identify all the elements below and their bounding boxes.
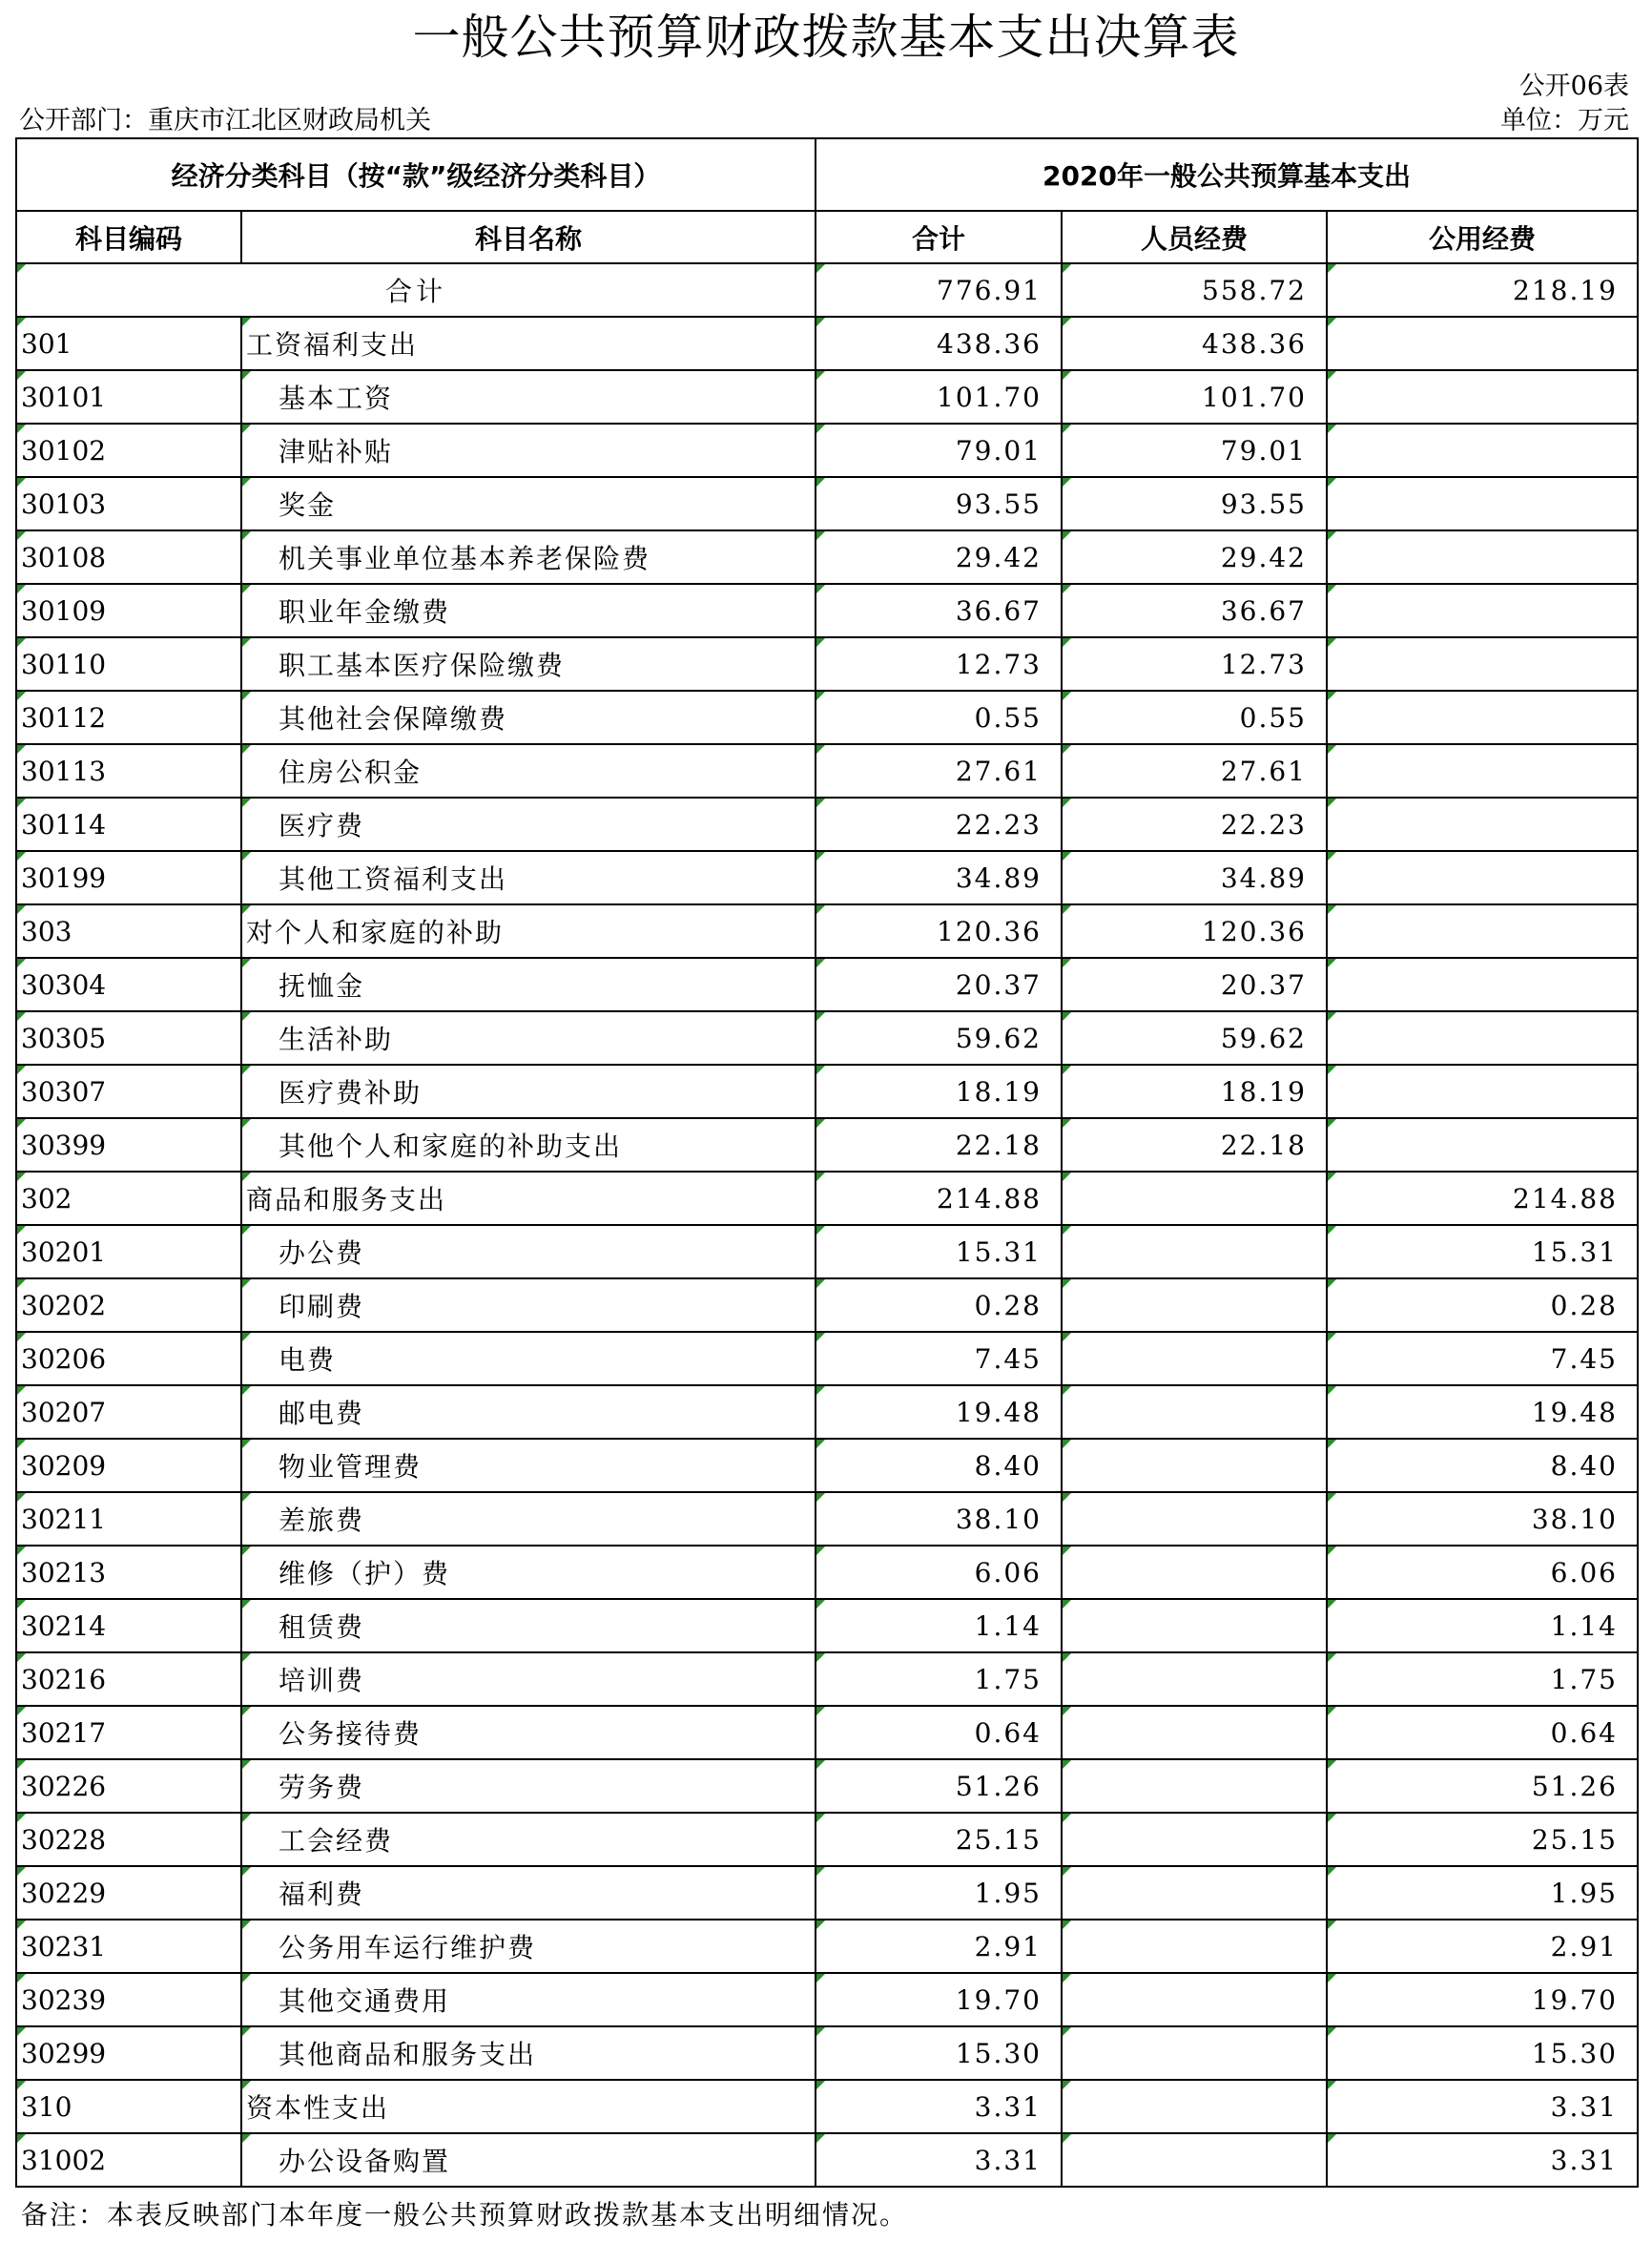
subject-code-cell: 30110 [16, 637, 241, 691]
subject-name-cell: 其他社会保障缴费 [241, 691, 816, 744]
subject-code-cell: 30207 [16, 1385, 241, 1439]
total-cell: 15.31 [816, 1225, 1062, 1278]
subject-code-cell: 30114 [16, 798, 241, 851]
table-row [16, 1546, 1638, 1599]
public-cell [1327, 958, 1638, 1011]
subject-code-cell: 30113 [16, 744, 241, 798]
total-cell: 0.28 [816, 1278, 1062, 1332]
subject-code-cell: 30229 [16, 1866, 241, 1920]
subject-name-cell: 资本性支出 [241, 2080, 816, 2133]
personnel-cell: 22.18 [1062, 1118, 1327, 1172]
personnel-cell [1062, 1652, 1327, 1706]
subject-name-cell: 对个人和家庭的补助 [241, 904, 816, 958]
subject-name-cell: 劳务费 [241, 1759, 816, 1813]
personnel-cell [1062, 1492, 1327, 1546]
subject-code-cell: 30209 [16, 1439, 241, 1492]
subject-code-cell: 30304 [16, 958, 241, 1011]
total-cell: 19.70 [816, 1973, 1062, 2026]
subject-name-cell: 办公设备购置 [241, 2133, 816, 2187]
total-cell: 12.73 [816, 637, 1062, 691]
table-row [16, 1332, 1638, 1385]
total-cell: 1.75 [816, 1652, 1062, 1706]
total-cell: 38.10 [816, 1492, 1062, 1546]
subject-code-cell: 30239 [16, 1973, 241, 2026]
table-row [16, 1492, 1638, 1546]
subject-name-cell: 其他交通费用 [241, 1973, 816, 2026]
header-personnel-expense: 人员经费 [1062, 211, 1327, 263]
header-column-row [16, 211, 1638, 263]
public-cell: 1.75 [1327, 1652, 1638, 1706]
personnel-cell [1062, 1759, 1327, 1813]
public-cell: 0.28 [1327, 1278, 1638, 1332]
subject-name-cell: 职工基本医疗保险缴费 [241, 637, 816, 691]
header-basic-expenditure: 2020年一般公共预算基本支出 [816, 138, 1638, 211]
table-row [16, 530, 1638, 584]
subject-name-cell: 其他工资福利支出 [241, 851, 816, 904]
total-row [16, 263, 1638, 317]
total-cell: 2.91 [816, 1920, 1062, 1973]
personnel-cell: 27.61 [1062, 744, 1327, 798]
public-cell: 38.10 [1327, 1492, 1638, 1546]
subject-code-cell: 30213 [16, 1546, 241, 1599]
total-cell: 101.70 [816, 370, 1062, 424]
table-row [16, 744, 1638, 798]
subject-code-cell: 30216 [16, 1652, 241, 1706]
total-cell: 1.14 [816, 1599, 1062, 1652]
table-row [16, 1011, 1638, 1065]
personnel-cell [1062, 1172, 1327, 1225]
page-title: 一般公共预算财政拨款基本支出决算表 [412, 10, 1240, 65]
public-cell: 19.70 [1327, 1973, 1638, 2026]
personnel-cell: 59.62 [1062, 1011, 1327, 1065]
total-cell: 438.36 [816, 317, 1062, 370]
total-cell: 29.42 [816, 530, 1062, 584]
total-cell: 3.31 [816, 2080, 1062, 2133]
subject-code-cell: 30211 [16, 1492, 241, 1546]
table-row [16, 1652, 1638, 1706]
personnel-cell: 438.36 [1062, 317, 1327, 370]
total-cell: 19.48 [816, 1385, 1062, 1439]
subject-code-cell: 30108 [16, 530, 241, 584]
table-row [16, 1973, 1638, 2026]
subject-code-cell: 30231 [16, 1920, 241, 1973]
table-row [16, 2026, 1638, 2080]
subject-code-cell: 30307 [16, 1065, 241, 1118]
subject-name-cell: 奖金 [241, 477, 816, 530]
total-cell: 15.30 [816, 2026, 1062, 2080]
table-row [16, 691, 1638, 744]
public-cell: 25.15 [1327, 1813, 1638, 1866]
table-row [16, 637, 1638, 691]
public-cell [1327, 1065, 1638, 1118]
subject-code-cell: 30226 [16, 1759, 241, 1813]
subject-code-cell: 301 [16, 317, 241, 370]
personnel-cell [1062, 1439, 1327, 1492]
personnel-cell: 12.73 [1062, 637, 1327, 691]
public-cell: 15.30 [1327, 2026, 1638, 2080]
table-row [16, 798, 1638, 851]
subject-code-cell: 303 [16, 904, 241, 958]
personnel-cell [1062, 1599, 1327, 1652]
total-cell: 6.06 [816, 1546, 1062, 1599]
table-row [16, 1599, 1638, 1652]
subject-name-cell: 印刷费 [241, 1278, 816, 1332]
personnel-cell [1062, 2133, 1327, 2187]
personnel-cell [1062, 1973, 1327, 2026]
personnel-cell [1062, 2080, 1327, 2133]
header-group-row [16, 138, 1638, 211]
total-cell: 18.19 [816, 1065, 1062, 1118]
subject-name-cell: 邮电费 [241, 1385, 816, 1439]
public-cell [1327, 584, 1638, 637]
public-cell [1327, 798, 1638, 851]
header-subject-name: 科目名称 [241, 211, 816, 263]
subject-code-cell: 30102 [16, 424, 241, 477]
table-row [16, 1278, 1638, 1332]
public-cell [1327, 424, 1638, 477]
public-cell: 6.06 [1327, 1546, 1638, 1599]
public-cell [1327, 1011, 1638, 1065]
table-row [16, 1385, 1638, 1439]
personnel-cell: 34.89 [1062, 851, 1327, 904]
table-row [16, 370, 1638, 424]
total-cell: 51.26 [816, 1759, 1062, 1813]
table-row [16, 1172, 1638, 1225]
total-cell: 22.18 [816, 1118, 1062, 1172]
subject-code-cell: 30206 [16, 1332, 241, 1385]
subject-code-cell: 30305 [16, 1011, 241, 1065]
unit-label: 单位：万元 [1500, 106, 1629, 135]
subject-name-cell: 商品和服务支出 [241, 1172, 816, 1225]
public-cell: 15.31 [1327, 1225, 1638, 1278]
subject-code-cell: 310 [16, 2080, 241, 2133]
total-cell: 214.88 [816, 1172, 1062, 1225]
table-row [16, 851, 1638, 904]
subject-code-cell: 30214 [16, 1599, 241, 1652]
subject-code-cell: 30228 [16, 1813, 241, 1866]
public-cell: 19.48 [1327, 1385, 1638, 1439]
total-cell: 25.15 [816, 1813, 1062, 1866]
personnel-cell [1062, 1813, 1327, 1866]
public-cell: 1.95 [1327, 1866, 1638, 1920]
subject-code-cell: 30112 [16, 691, 241, 744]
table-row [16, 1813, 1638, 1866]
personnel-cell [1062, 1546, 1327, 1599]
public-cell [1327, 370, 1638, 424]
table-row [16, 1065, 1638, 1118]
subject-code-cell: 30299 [16, 2026, 241, 2080]
subject-name-cell: 公务接待费 [241, 1706, 816, 1759]
header-public-expense: 公用经费 [1327, 211, 1638, 263]
subject-code-cell: 302 [16, 1172, 241, 1225]
total-label: 合计 [16, 263, 816, 317]
subject-name-cell: 医疗费 [241, 798, 816, 851]
personnel-cell: 22.23 [1062, 798, 1327, 851]
public-cell: 3.31 [1327, 2133, 1638, 2187]
subject-name-cell: 公务用车运行维护费 [241, 1920, 816, 1973]
table-row [16, 1920, 1638, 1973]
subject-name-cell: 机关事业单位基本养老保险费 [241, 530, 816, 584]
subject-name-cell: 办公费 [241, 1225, 816, 1278]
expenditure-table [15, 137, 1639, 2188]
subject-name-cell: 津贴补贴 [241, 424, 816, 477]
personnel-cell [1062, 1866, 1327, 1920]
personnel-cell [1062, 1225, 1327, 1278]
public-cell [1327, 744, 1638, 798]
subject-name-cell: 工资福利支出 [241, 317, 816, 370]
header-subject-code: 科目编码 [16, 211, 241, 263]
public-cell: 51.26 [1327, 1759, 1638, 1813]
subject-name-cell: 抚恤金 [241, 958, 816, 1011]
subject-code-cell: 30217 [16, 1706, 241, 1759]
public-cell [1327, 851, 1638, 904]
table-row [16, 424, 1638, 477]
personnel-cell: 20.37 [1062, 958, 1327, 1011]
public-cell: 1.14 [1327, 1599, 1638, 1652]
total-cell: 0.64 [816, 1706, 1062, 1759]
personnel-cell: 18.19 [1062, 1065, 1327, 1118]
table-row [16, 2133, 1638, 2187]
table-row [16, 1225, 1638, 1278]
subject-name-cell: 培训费 [241, 1652, 816, 1706]
subject-name-cell: 差旅费 [241, 1492, 816, 1546]
personnel-cell [1062, 1332, 1327, 1385]
personnel-cell: 120.36 [1062, 904, 1327, 958]
table-row [16, 1439, 1638, 1492]
table-row [16, 477, 1638, 530]
subject-name-cell: 工会经费 [241, 1813, 816, 1866]
subject-name-cell: 其他商品和服务支出 [241, 2026, 816, 2080]
total-cell: 7.45 [816, 1332, 1062, 1385]
subject-name-cell: 住房公积金 [241, 744, 816, 798]
subject-name-cell: 职业年金缴费 [241, 584, 816, 637]
subject-name-cell: 医疗费补助 [241, 1065, 816, 1118]
subject-code-cell: 30202 [16, 1278, 241, 1332]
table-row [16, 2080, 1638, 2133]
public-cell [1327, 637, 1638, 691]
total-cell: 8.40 [816, 1439, 1062, 1492]
public-cell: 0.64 [1327, 1706, 1638, 1759]
subject-code-cell: 31002 [16, 2133, 241, 2187]
subject-name-cell: 福利费 [241, 1866, 816, 1920]
public-cell [1327, 477, 1638, 530]
subject-name-cell: 租赁费 [241, 1599, 816, 1652]
total-cell: 3.31 [816, 2133, 1062, 2187]
subject-code-cell: 30199 [16, 851, 241, 904]
public-cell [1327, 1118, 1638, 1172]
total-cell: 0.55 [816, 691, 1062, 744]
personnel-cell: 79.01 [1062, 424, 1327, 477]
total-cell: 1.95 [816, 1866, 1062, 1920]
total-cell: 27.61 [816, 744, 1062, 798]
personnel-cell [1062, 1385, 1327, 1439]
public-cell [1327, 691, 1638, 744]
personnel-cell [1062, 1706, 1327, 1759]
table-row [16, 1118, 1638, 1172]
table-row [16, 584, 1638, 637]
subject-name-cell: 生活补助 [241, 1011, 816, 1065]
subject-name-cell: 电费 [241, 1332, 816, 1385]
subject-code-cell: 30103 [16, 477, 241, 530]
public-cell: 214.88 [1327, 1172, 1638, 1225]
table-row [16, 1866, 1638, 1920]
header-total: 合计 [816, 211, 1062, 263]
subject-name-cell: 物业管理费 [241, 1439, 816, 1492]
total-cell: 36.67 [816, 584, 1062, 637]
total-cell: 93.55 [816, 477, 1062, 530]
table-row [16, 317, 1638, 370]
subject-code-cell: 30109 [16, 584, 241, 637]
subject-name-cell: 基本工资 [241, 370, 816, 424]
public-cell: 7.45 [1327, 1332, 1638, 1385]
form-number: 公开06表 [1518, 72, 1629, 101]
total-cell: 59.62 [816, 1011, 1062, 1065]
personnel-cell [1062, 1278, 1327, 1332]
public-cell [1327, 317, 1638, 370]
personnel-cell: 29.42 [1062, 530, 1327, 584]
subject-code-cell: 30399 [16, 1118, 241, 1172]
public-cell: 8.40 [1327, 1439, 1638, 1492]
subject-name-cell: 维修（护）费 [241, 1546, 816, 1599]
subject-code-cell: 30101 [16, 370, 241, 424]
total-cell: 34.89 [816, 851, 1062, 904]
public-cell: 3.31 [1327, 2080, 1638, 2133]
footnote: 备注：本表反映部门本年度一般公共预算财政拨款基本支出明细情况。 [21, 2199, 909, 2231]
header-economic-classification: 经济分类科目（按“款”级经济分类科目） [16, 138, 816, 211]
table-row [16, 958, 1638, 1011]
subject-name-cell: 其他个人和家庭的补助支出 [241, 1118, 816, 1172]
total-cell: 120.36 [816, 904, 1062, 958]
public-cell: 2.91 [1327, 1920, 1638, 1973]
table-row [16, 1759, 1638, 1813]
public-cell [1327, 530, 1638, 584]
total-cell: 20.37 [816, 958, 1062, 1011]
personnel-cell: 0.55 [1062, 691, 1327, 744]
subject-code-cell: 30201 [16, 1225, 241, 1278]
department-label: 公开部门：重庆市江北区财政局机关 [19, 106, 431, 135]
total-cell: 22.23 [816, 798, 1062, 851]
personnel-cell [1062, 2026, 1327, 2080]
total-public: 218.19 [1327, 263, 1638, 317]
total-cell: 79.01 [816, 424, 1062, 477]
table-row [16, 904, 1638, 958]
total-amount: 776.91 [816, 263, 1062, 317]
personnel-cell [1062, 1920, 1327, 1973]
personnel-cell: 101.70 [1062, 370, 1327, 424]
personnel-cell: 36.67 [1062, 584, 1327, 637]
public-cell [1327, 904, 1638, 958]
total-personnel: 558.72 [1062, 263, 1327, 317]
personnel-cell: 93.55 [1062, 477, 1327, 530]
table-row [16, 1706, 1638, 1759]
